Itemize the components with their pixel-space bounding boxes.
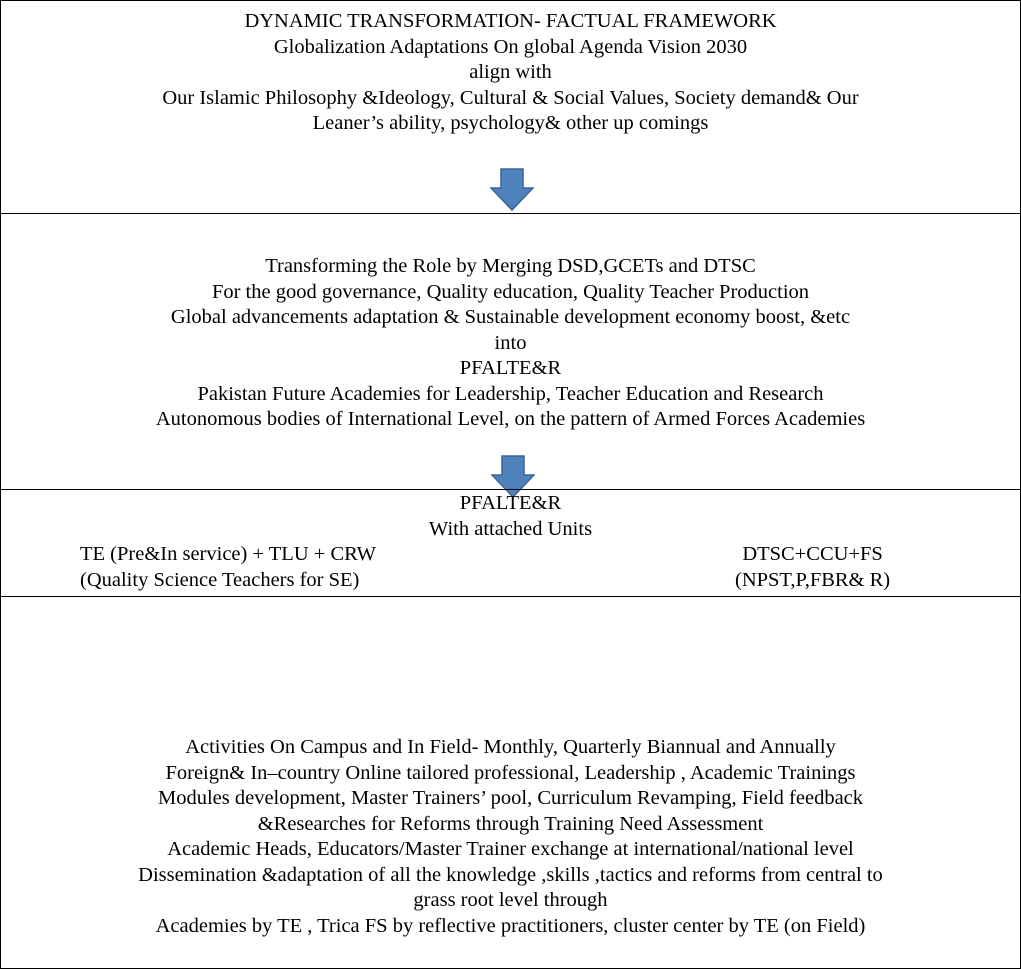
header-line: Our Islamic Philosophy &Ideology, Cultural & Social Values, Society demand& Our <box>162 86 859 109</box>
down-arrow-icon <box>490 168 534 212</box>
activity-line: grass root level through <box>413 889 608 911</box>
transformation-line: Transforming the Role by Merging DSD,GCETs and DTSC <box>265 255 756 277</box>
section-role-transformation <box>1 254 1020 433</box>
right-units-line: DTSC+CCU+FS <box>742 543 883 565</box>
divider <box>1 213 1020 214</box>
transformation-line: Global advancements adaptation & Sustainable development economy boost, &etc <box>170 306 851 328</box>
header-title: DYNAMIC TRANSFORMATION- FACTUAL FRAMEWORK <box>244 10 777 32</box>
section-framework-header <box>1 9 1020 137</box>
divider <box>1 489 1020 490</box>
activity-line: Dissemination &adaptation of all the knowledge ,skills ,tactics and reforms from central to <box>138 863 883 886</box>
transformation-line: into <box>494 331 527 354</box>
units-subtitle: With attached Units <box>428 517 593 540</box>
activity-line: Modules development, Master Trainers’ pool, Curriculum Revamping, Field feedback <box>157 787 864 809</box>
section-activities <box>1 735 1020 939</box>
right-units-line: (NPST,P,FBR& R) <box>735 568 891 591</box>
divider <box>1 596 1020 597</box>
activity-line: Foreign& In–country Online tailored professional, Leadership , Academic Trainings <box>165 761 856 784</box>
activity-line: Activities On Campus and In Field- Monthly, Quarterly Biannual and Annually <box>185 736 836 758</box>
left-units-line: TE (Pre&In service) + TLU + CRW <box>80 543 377 565</box>
transformation-line: For the good governance, Quality education, Quality Teacher Production <box>211 280 810 303</box>
activity-line: Academies by TE , Trica FS by reflective practitioners, cluster center by TE (on Field) <box>155 914 866 937</box>
header-line: Globalization Adaptations On global Agenda Vision 2030 <box>273 35 748 58</box>
transformation-line: Autonomous bodies of International Level, on the pattern of Armed Forces Academies <box>155 408 866 430</box>
right-units <box>735 542 890 593</box>
pfalter-label: PFALTE&R <box>459 357 562 379</box>
section-attached-units <box>1 491 1020 542</box>
left-units-line: (Quality Science Teachers for SE) <box>80 568 360 591</box>
header-line: align with <box>469 61 552 83</box>
header-line: Leaner’s ability, psychology& other up comings <box>312 112 709 134</box>
activity-line: &Researches for Reforms through Training Need Assessment <box>257 812 764 835</box>
units-title: PFALTE&R <box>459 492 562 514</box>
transformation-line: Pakistan Future Academies for Leadership, Teacher Education and Research <box>197 382 824 405</box>
activity-line: Academic Heads, Educators/Master Trainer exchange at international/national level <box>167 838 854 860</box>
left-units <box>80 542 376 593</box>
